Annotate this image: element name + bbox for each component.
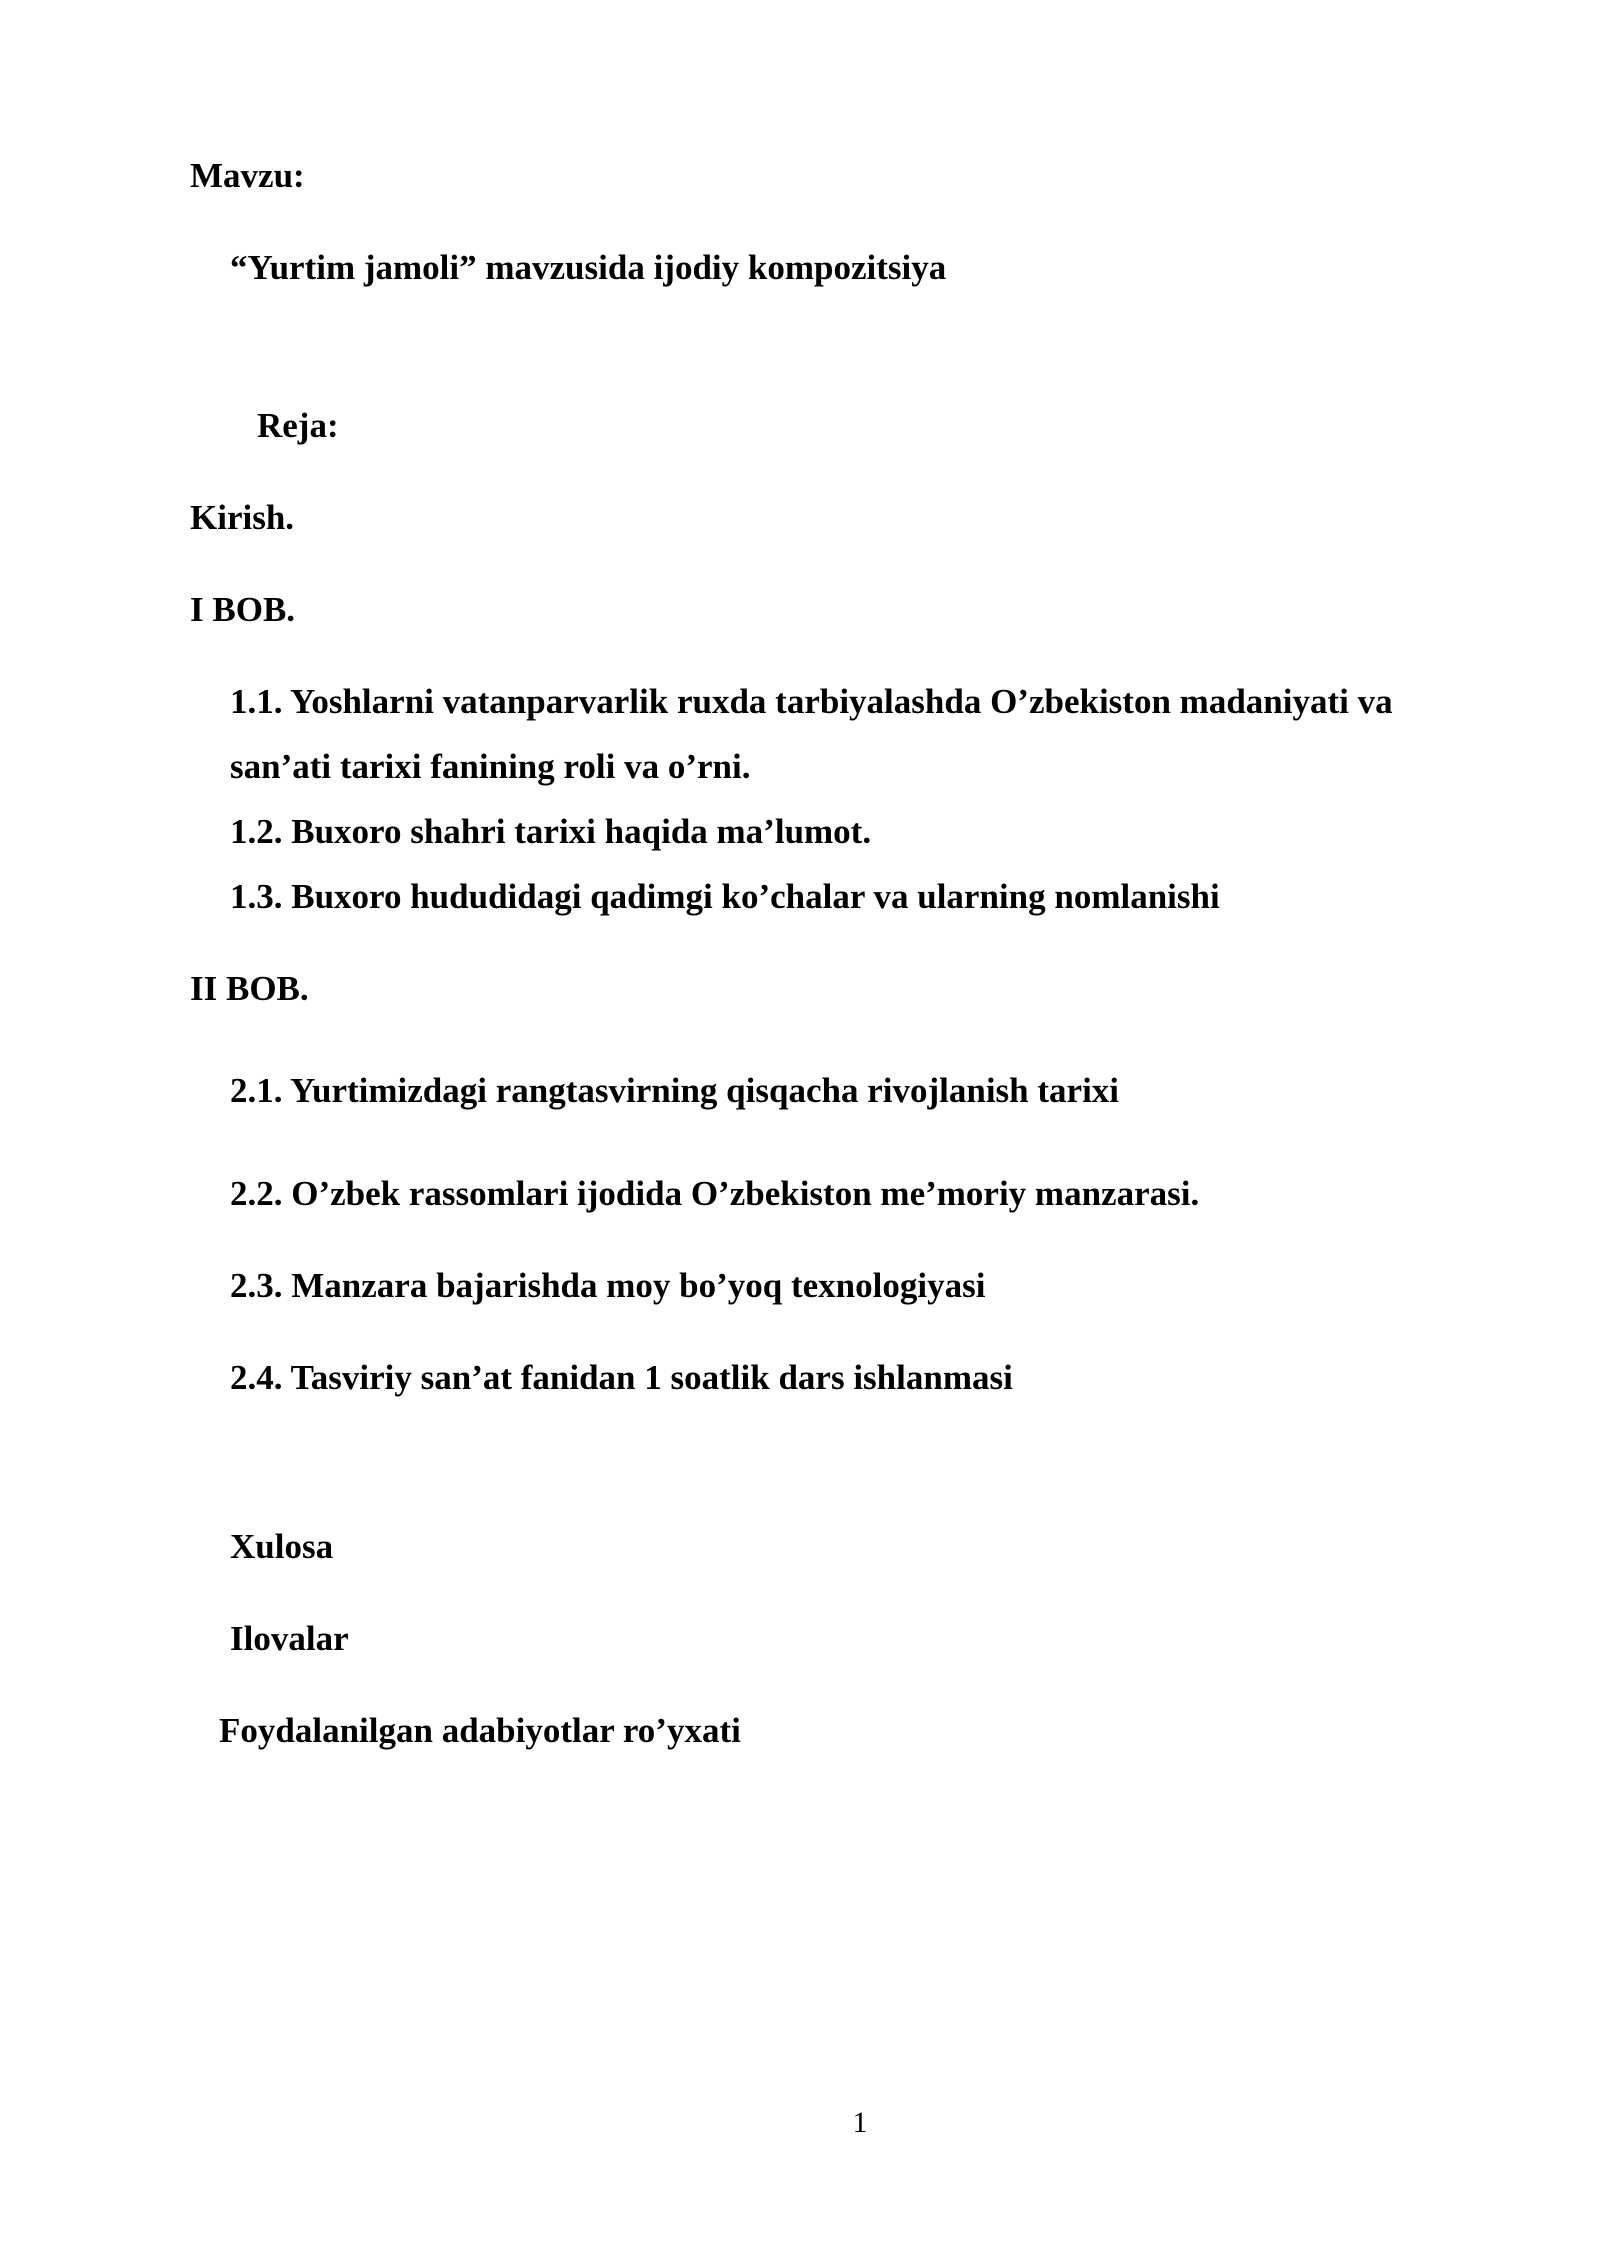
toc-item-2-2: 2.2. O’zbek rassomlari ijodida O’zbekiston me’moriy manzarasi. [230, 1174, 1200, 1213]
plan-label: Reja: [257, 406, 339, 445]
chapter2-heading: II BOB. [190, 969, 309, 1008]
toc-item-2-3: 2.3. Manzara bajarishda moy bo’yoq texnologiyasi [230, 1266, 986, 1305]
references-heading: Foydalanilgan adabiyotlar ro’yxati [219, 1711, 741, 1750]
toc-item-2-4: 2.4. Tasviriy san’at fanidan 1 soatlik dars ishlanmasi [230, 1358, 1013, 1397]
toc-item-1-1-line1: 1.1. Yoshlarni vatanparvarlik ruxda tarbiyalashda O’zbekiston madaniyati va [230, 682, 1393, 721]
page-number: 1 [852, 2106, 868, 2139]
topic-label: Mavzu: [190, 156, 305, 195]
topic-title: “Yurtim jamoli” mavzusida ijodiy kompozitsiya [230, 248, 947, 287]
toc-item-1-3: 1.3. Buxoro hududidagi qadimgi ko’chalar va ularning nomlanishi [230, 877, 1220, 916]
toc-item-2-1: 2.1. Yurtimizdagi rangtasvirning qisqacha rivojlanish tarixi [230, 1071, 1120, 1110]
intro-heading: Kirish. [190, 498, 295, 537]
chapter1-heading: I BOB. [190, 590, 296, 629]
appendices-heading: Ilovalar [230, 1619, 349, 1658]
conclusion-heading: Xulosa [230, 1527, 334, 1566]
toc-item-1-2: 1.2. Buxoro shahri tarixi haqida ma’lumot. [230, 812, 872, 851]
toc-item-1-1-line2: san’ati tarixi fanining roli va o’rni. [230, 747, 751, 786]
